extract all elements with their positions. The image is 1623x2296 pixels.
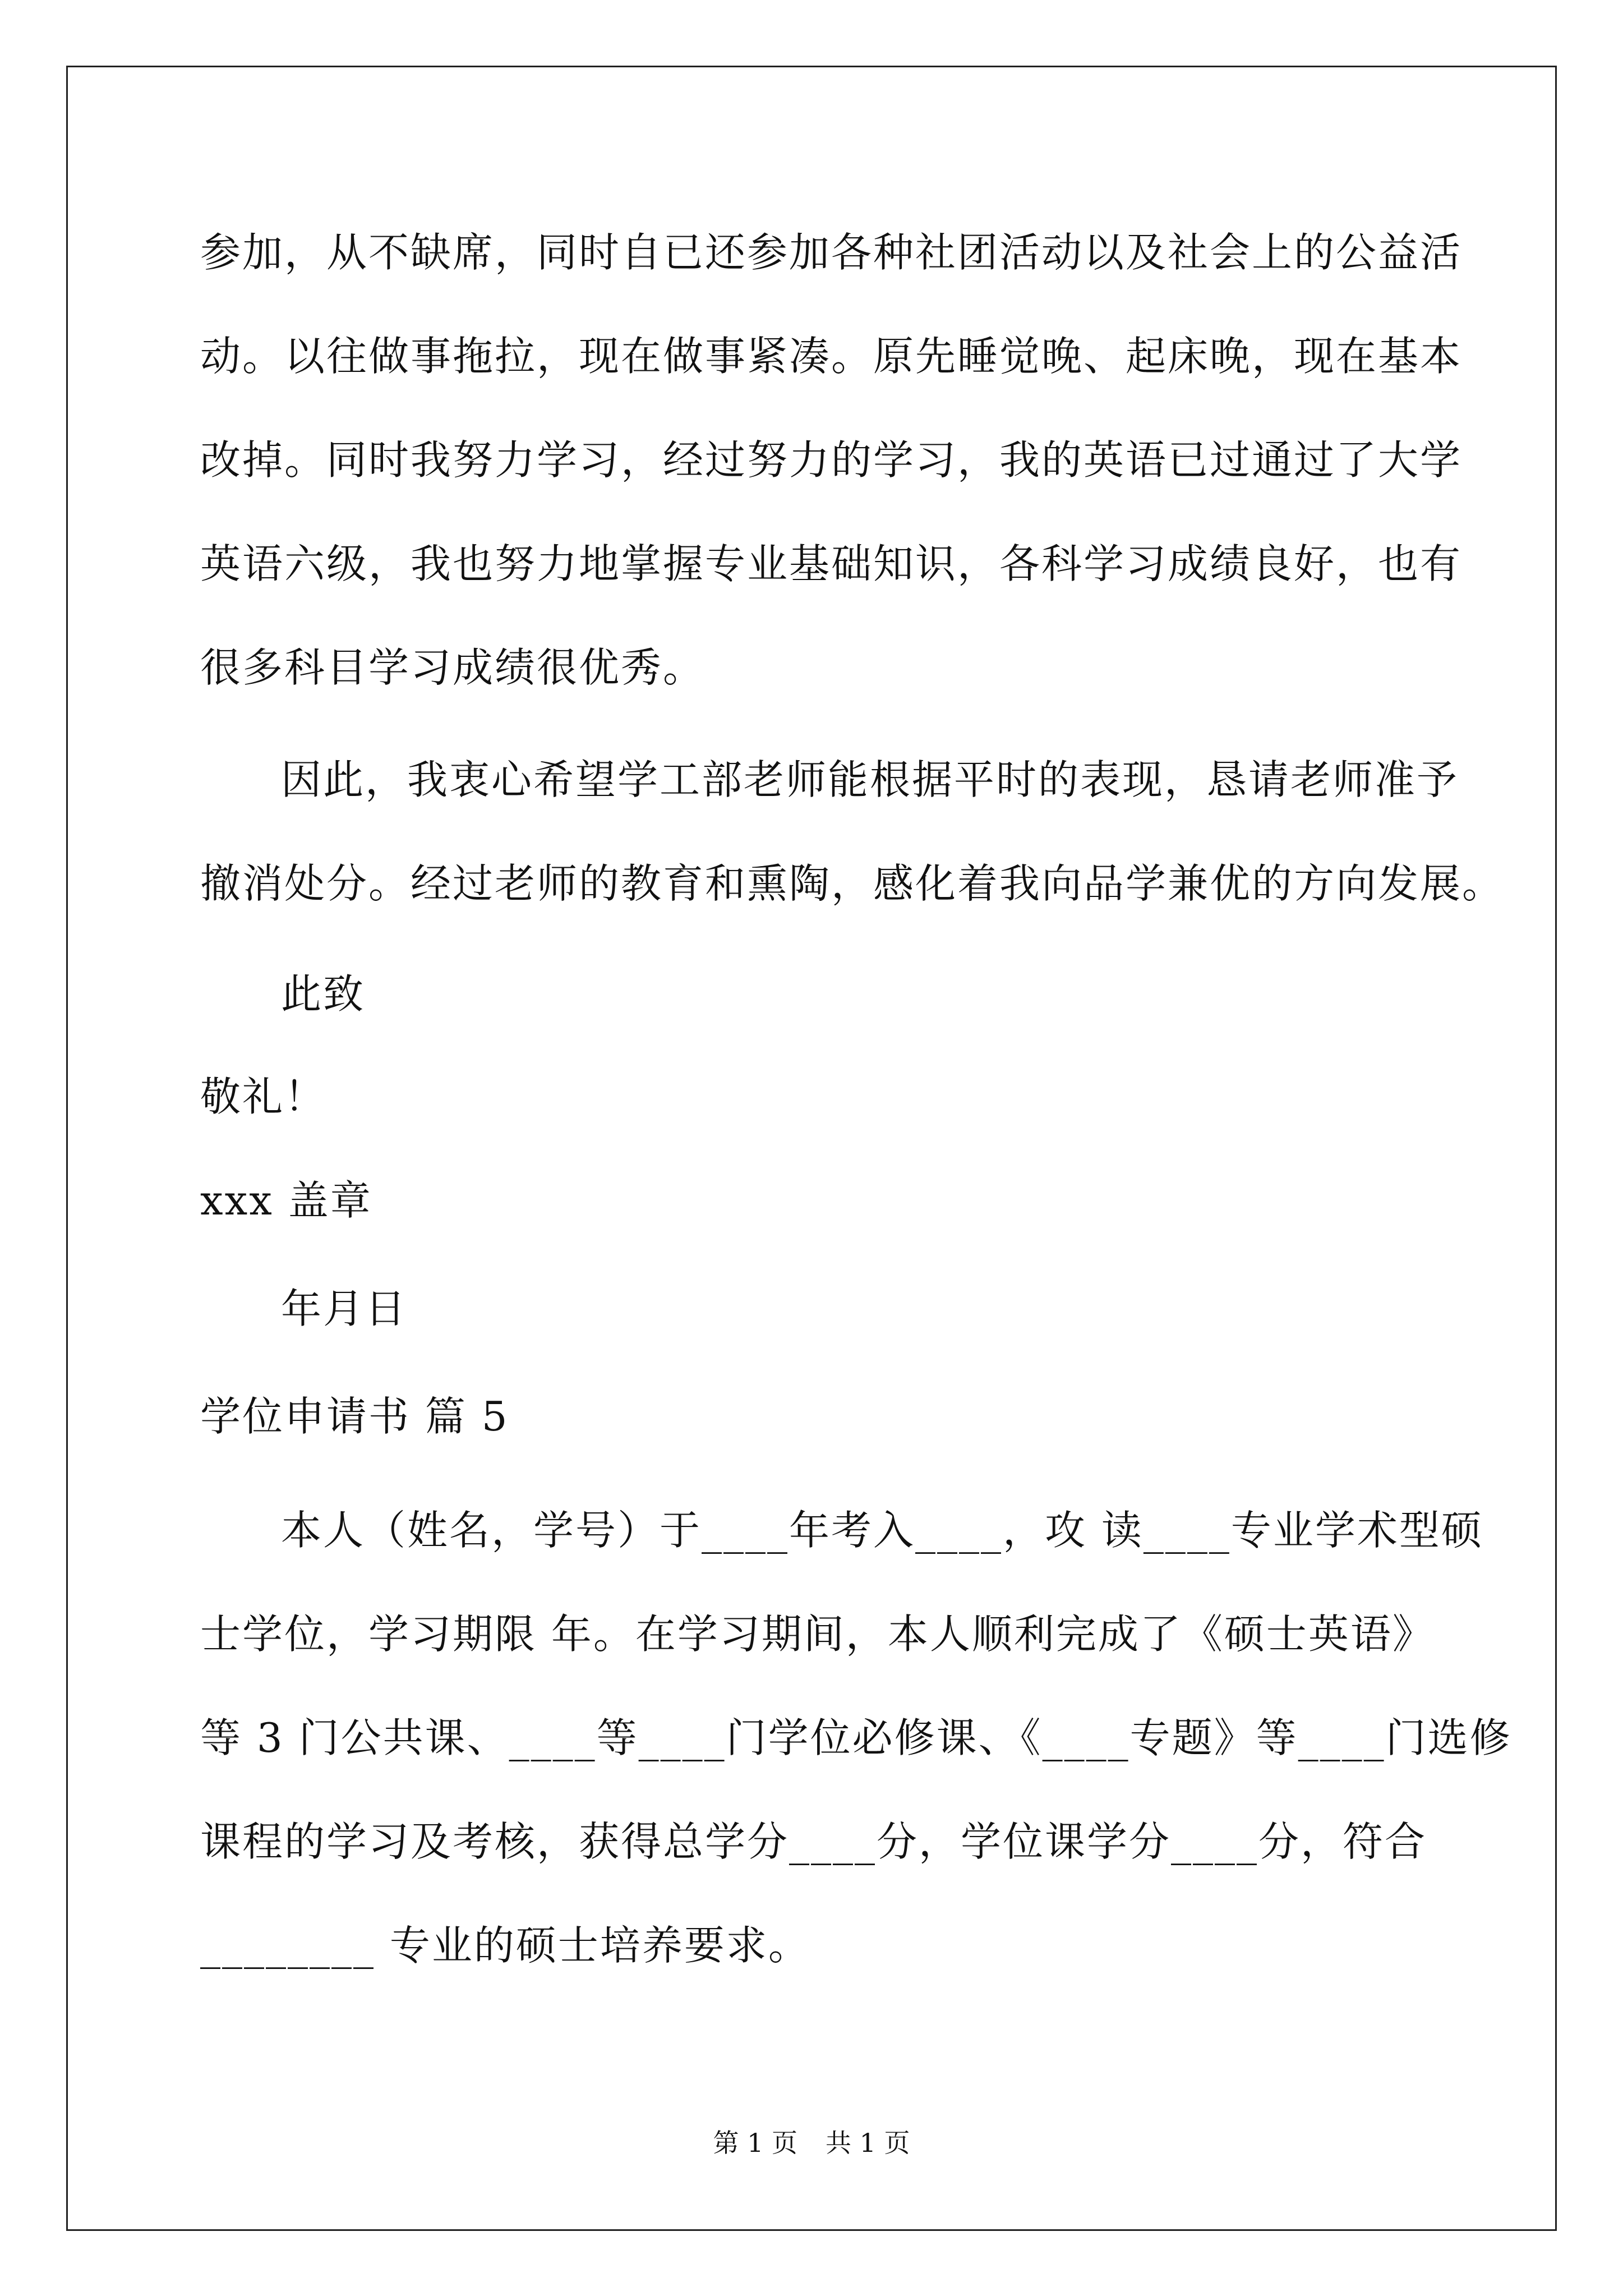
text-line-7: 撤消处分。经过老师的教育和熏陶，感化着我向品学兼优的方向发展。 xyxy=(200,860,1505,907)
text-line-13: 本人（姓名，学号）于____年考入____，攻 读____专业学术型硕 xyxy=(281,1507,1483,1554)
date-line: 年月日 xyxy=(281,1285,408,1332)
text-line-15: 等 3 门公共课、____等____门学位必修课、《____专题》等____门选修 xyxy=(200,1714,1512,1761)
text-line-6: 因此，我衷心希望学工部老师能根据平时的表现，恳请老师准予 xyxy=(281,756,1459,803)
text-line-5: 很多科目学习成绩很优秀。 xyxy=(200,644,706,691)
signature-line: xxx 盖章 xyxy=(200,1177,372,1224)
text-line-1: 参加，从不缺席，同时自已还参加各种社团活动以及社会上的公益活 xyxy=(200,229,1463,276)
text-line-4: 英语六级，我也努力地掌握专业基础知识，各科学习成绩良好，也有 xyxy=(200,540,1463,587)
text-line-2: 动。以往做事拖拉，现在做事紧凑。原先睡觉晚、起床晚，现在基本 xyxy=(200,333,1463,380)
text-line-17: ________ 专业的硕士培养要求。 xyxy=(200,1922,810,1969)
page-footer xyxy=(0,2126,1623,2160)
text-line-14: 士学位，学习期限 年。在学习期间，本人顺利完成了《硕士英语》 xyxy=(200,1611,1435,1658)
section-heading: 学位申请书 篇 5 xyxy=(200,1393,509,1440)
text-line-16: 课程的学习及考核，获得总学分____分，学位课学分____分，符合 xyxy=(200,1818,1427,1865)
salutation-line: 此致 xyxy=(281,970,366,1018)
text-line-3: 改掉。同时我努力学习，经过努力的学习，我的英语已过通过了大学 xyxy=(200,436,1463,484)
page-number-current: 第 1 页 xyxy=(713,2128,797,2158)
page-frame xyxy=(66,66,1557,2231)
page-number-total: 共 1 页 xyxy=(826,2128,910,2158)
closing-line: 敬礼！ xyxy=(200,1073,327,1120)
